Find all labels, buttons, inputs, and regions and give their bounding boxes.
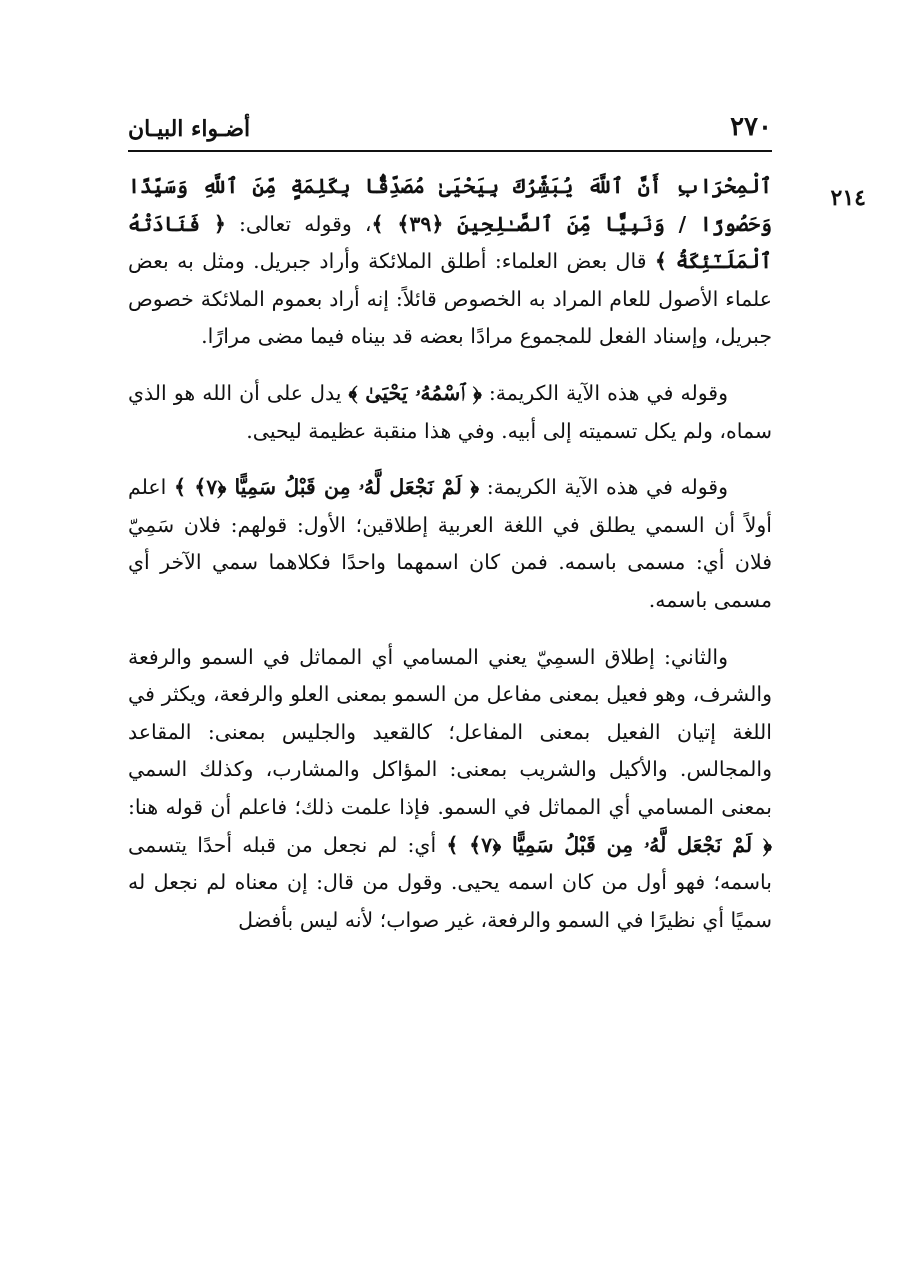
page-header <box>128 112 772 152</box>
book-title: أضـواء البيـان <box>128 116 251 142</box>
quran-verse: ﴿ لَمْ نَجْعَل لَّهُۥ مِن قَبْلُ سَمِيًّا ﴿٧﴾ ﴾ <box>173 475 480 500</box>
paragraph-text: وقوله في هذه الآية الكريمة: <box>479 475 728 500</box>
paragraph-text: أي: لم نجعل من قبله أحدًا يتسمى باسمه؛ فهو أول من كان اسمه يحيى. وقول من قال: إن معناه لم نجعل له سميًا أي نظيرًا في السمو والرفعة، غير صواب؛ لأنه ليس بأفضل <box>128 832 772 932</box>
paragraph-text: وقوله في هذه الآية الكريمة: <box>481 380 729 405</box>
paragraph <box>128 639 772 940</box>
paragraph-text: يدل على أن الله هو الذي سماه، ولم يكل تسميته إلى أبيه. وفي هذا منقبة عظيمة ليحيى. <box>128 380 772 443</box>
header-divider <box>128 150 772 152</box>
paragraph <box>128 375 772 450</box>
quran-verse: ﴿ لَمْ نَجْعَل لَّهُۥ مِن قَبْلُ سَمِيًّا ﴿٧﴾ ﴾ <box>446 832 772 857</box>
paragraph-text: قال بعض العلماء: أطلق الملائكة وأراد جبريل. ومثل به بعض علماء الأصول للعام المراد به الخصوص قائلاً: إنه أراد بعموم الملائكة خصوص جبريل، وإسناد الفعل للمجموع مرادًا بعضه قد بيناه فيما مضى مرارًا. <box>128 249 772 349</box>
quran-verse: ٱلْمِحْرَابِ أَنَّ ٱللَّهَ يُبَشِّرُكَ بِيَحْيَىٰ مُصَدِّقًۢا بِكَلِمَةٍ مِّنَ ٱللَّهِ وَسَيِّدًا وَحَصُورًا / وَنَبِيًّا مِّنَ ٱلصَّـٰلِحِينَ ﴿٣٩﴾ ﴾ <box>128 174 772 236</box>
paragraph-text: والثاني: إطلاق السمِيّ يعني المسامي أي المماثل في السمو والرفعة والشرف، وهو فعيل بمعنى مفاعل من السمو بمعنى العلو والرفعة، ويكثر في اللغة إتيان الفعيل بمعنى المفاعل؛ كالقعيد والجليس بمعنى: المقاعد والمجالس. والأكيل والشريب بمعنى: المؤاكل والمشارب، وكذلك السمي بمعنى المسامي أي المماثل في السمو. فإذا علمت ذلك؛ فاعلم أن قوله هنا: <box>128 644 772 819</box>
paragraph-text: اعلم أولاً أن السمي يطلق في اللغة العربية إطلاقين؛ الأول: قولهم: فلان سَمِيّ فلان أي: مسمى باسمه. فمن كان اسمهما واحدًا فكلاهما سمي الآخر أي مسمى باسمه. <box>128 475 772 612</box>
page-body <box>128 168 772 958</box>
margin-page-reference: ٢١٤ <box>830 185 866 211</box>
page-number: ٢٧٠ <box>730 112 772 142</box>
paragraph <box>128 168 772 356</box>
quran-verse: ﴿ فَنَادَتْهُ ٱلْمَلَـٰٓئِكَةُ ﴾ <box>128 211 772 274</box>
paragraph <box>128 469 772 619</box>
quran-verse: ﴿ ٱسْمُهُۥ يَحْيَىٰ ﴾ <box>348 380 482 405</box>
paragraph-text: ، وقوله تعالى: <box>225 211 372 236</box>
